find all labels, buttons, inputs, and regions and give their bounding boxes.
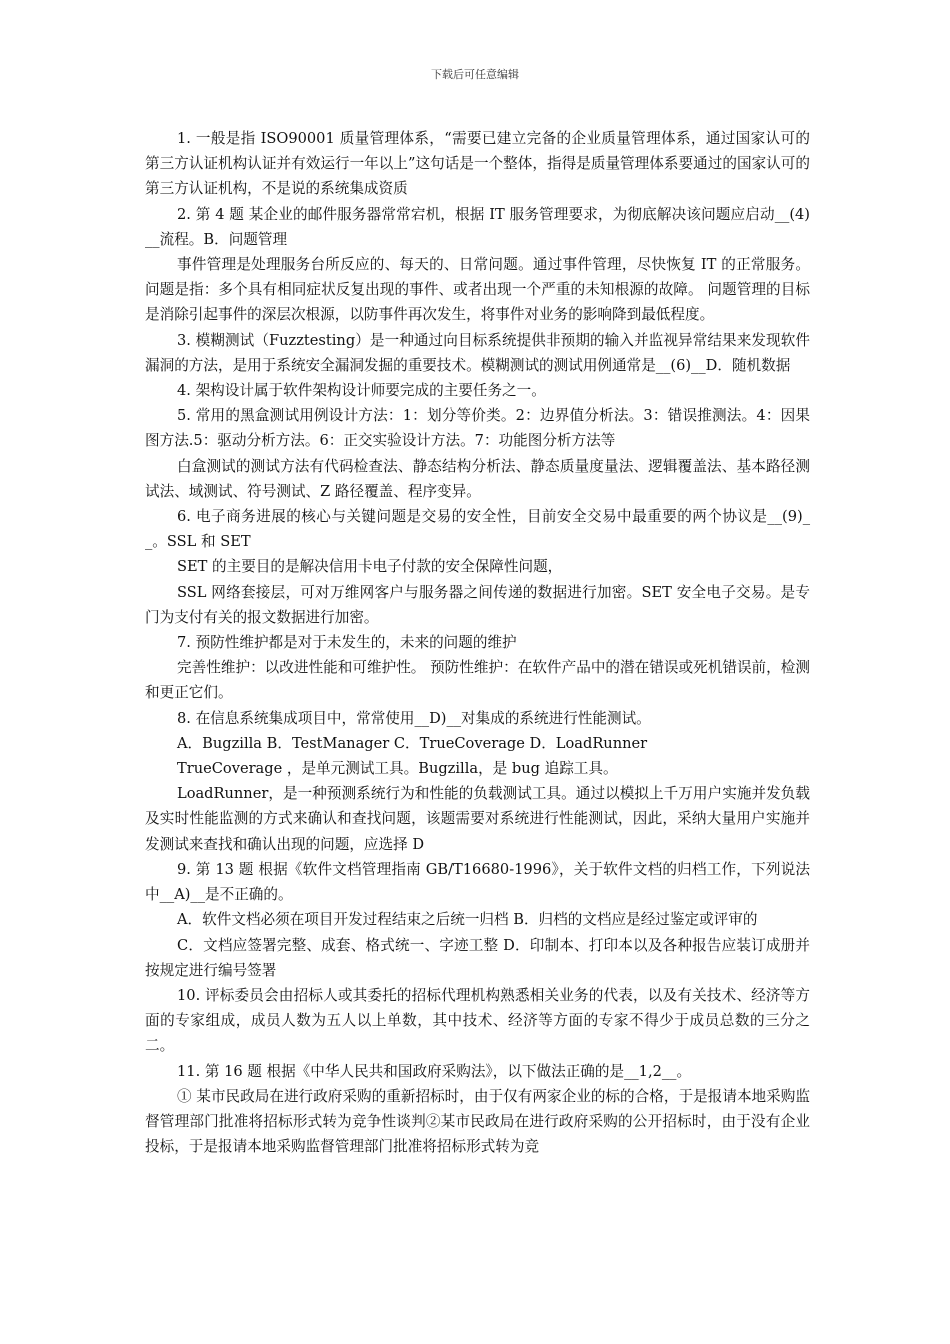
paragraph-q11: 11. 第 16 题 根据《中华人民共和国政府采购法》，以下做法正确的是__1,2__。 [177, 1062, 692, 1080]
paragraph-q9-options-ab: A．软件文档必须在项目开发过程结束之后统一归档 B．归档的文档应是经过鉴定或评审的 [177, 911, 758, 929]
document-body [145, 126, 810, 1159]
paragraph-q6-ssl: SSL 网络套接层，可对万维网客户与服务器之间传递的数据进行加密。SET 安全电子交易。是专门为支付有关的报文数据进行加密。 [145, 583, 810, 626]
paragraph-q2-explanation: 事件管理是处理服务台所反应的、每天的、日常问题。通过事件管理，尽快恢复 IT 的正常服务。 问题是指：多个具有相同症状反复出现的事件、或者出现一个严重的未知根源的故障。 问题管理的目标是消除引起事件的深层次根源，以防事件再次发生，将事件对业务的影响降到最低程度。 [145, 256, 810, 324]
paragraph-q4: 4. 架构设计属于软件架构设计师要完成的主要任务之一。 [177, 382, 546, 400]
page-header: 下载后可任意编辑 [431, 68, 519, 81]
paragraph-q9-options-cd: C．文档应签署完整、成套、格式统一、字迹工整 D．印制本、打印本以及各种报告应装订成册并按规定进行编号签署 [145, 936, 810, 979]
paragraph-q8-loadrunner: LoadRunner，是一种预测系统行为和性能的负载测试工具。通过以模拟上千万用户实施并发负载及实时性能监测的方式来确认和查找问题，该题需要对系统进行性能测试，因此，采纳大量用户实施并发测试来查找和确认出现的问题，应选择 D [145, 785, 810, 853]
paragraph-q2: 2. 第 4 题 某企业的邮件服务器常常宕机，根据 IT 服务管理要求，为彻底解决该问题应启动__(4)__流程。B．问题管理 [145, 205, 810, 248]
paragraph-q7-explanation: 完善性维护：以改进性能和可维护性。 预防性维护：在软件产品中的潜在错误或死机错误前，检测和更正它们。 [145, 659, 810, 702]
paragraph-q8: 8. 在信息系统集成项目中，常常使用__D)__对集成的系统进行性能测试。 [177, 709, 651, 727]
paragraph-q1: 1. 一般是指 ISO90001 质量管理体系，“需要已建立完备的企业质量管理体系，通过国家认可的第三方认证机构认证并有效运行一年以上”这句话是一个整体，指得是质量管理体系要通过的国家认可的第三方认证机构，不是说的系统集成资质 [145, 130, 810, 198]
paragraph-q7: 7. 预防性维护都是对于未发生的，未来的问题的维护 [177, 634, 517, 652]
paragraph-q6: 6. 电子商务进展的核心与关键问题是交易的安全性，目前安全交易中最重要的两个协议是__(9)__。SSL 和 SET [145, 508, 810, 551]
paragraph-q5: 5. 常用的黑盒测试用例设计方法：1：划分等价类。2：边界值分析法。3：错误推测法。4：因果图方法.5：驱动分析方法。6：正交实验设计方法。7：功能图分析方法等 [145, 407, 810, 450]
paragraph-q8-options: A．Bugzilla B．TestManager C．TrueCoverage D．LoadRunner [177, 734, 648, 752]
paragraph-q5-whitebox: 白盒测试的测试方法有代码检查法、静态结构分析法、静态质量度量法、逻辑覆盖法、基本路径测试法、域测试、符号测试、Z 路径覆盖、程序变异。 [145, 457, 810, 500]
paragraph-q11-options: ① 某市民政局在进行政府采购的重新招标时，由于仅有两家企业的标的合格，于是报请本地采购监督管理部门批准将招标形式转为竞争性谈判②某市民政局在进行政府采购的公开招标时，由于没有企业投标，于是报请本地采购监督管理部门批准将招标形式转为竞 [145, 1087, 810, 1156]
paragraph-q3: 3. 模糊测试（Fuzztesting）是一种通过向目标系统提供非预期的输入并监视异常结果来发现软件漏洞的方法，是用于系统安全漏洞发掘的重要技术。模糊测试的测试用例通常是__(6)__D．随机数据 [145, 331, 810, 374]
paragraph-q8-truecoverage: TrueCoverage ，是单元测试工具。Bugzilla，是 bug 追踪工具。 [177, 760, 618, 778]
paragraph-q10: 10. 评标委员会由招标人或其委托的招标代理机构熟悉相关业务的代表，以及有关技术、经济等方面的专家组成，成员人数为五人以上单数，其中技术、经济等方面的专家不得少于成员总数的三分之二。 [145, 986, 810, 1055]
paragraph-q9: 9. 第 13 题 根据《软件文档管理指南 GB/T16680-1996》，关于软件文档的归档工作，下列说法中__A)__是不正确的。 [145, 860, 810, 904]
paragraph-q6-set: SET 的主要目的是解决信用卡电子付款的安全保障性问题， [177, 558, 563, 576]
